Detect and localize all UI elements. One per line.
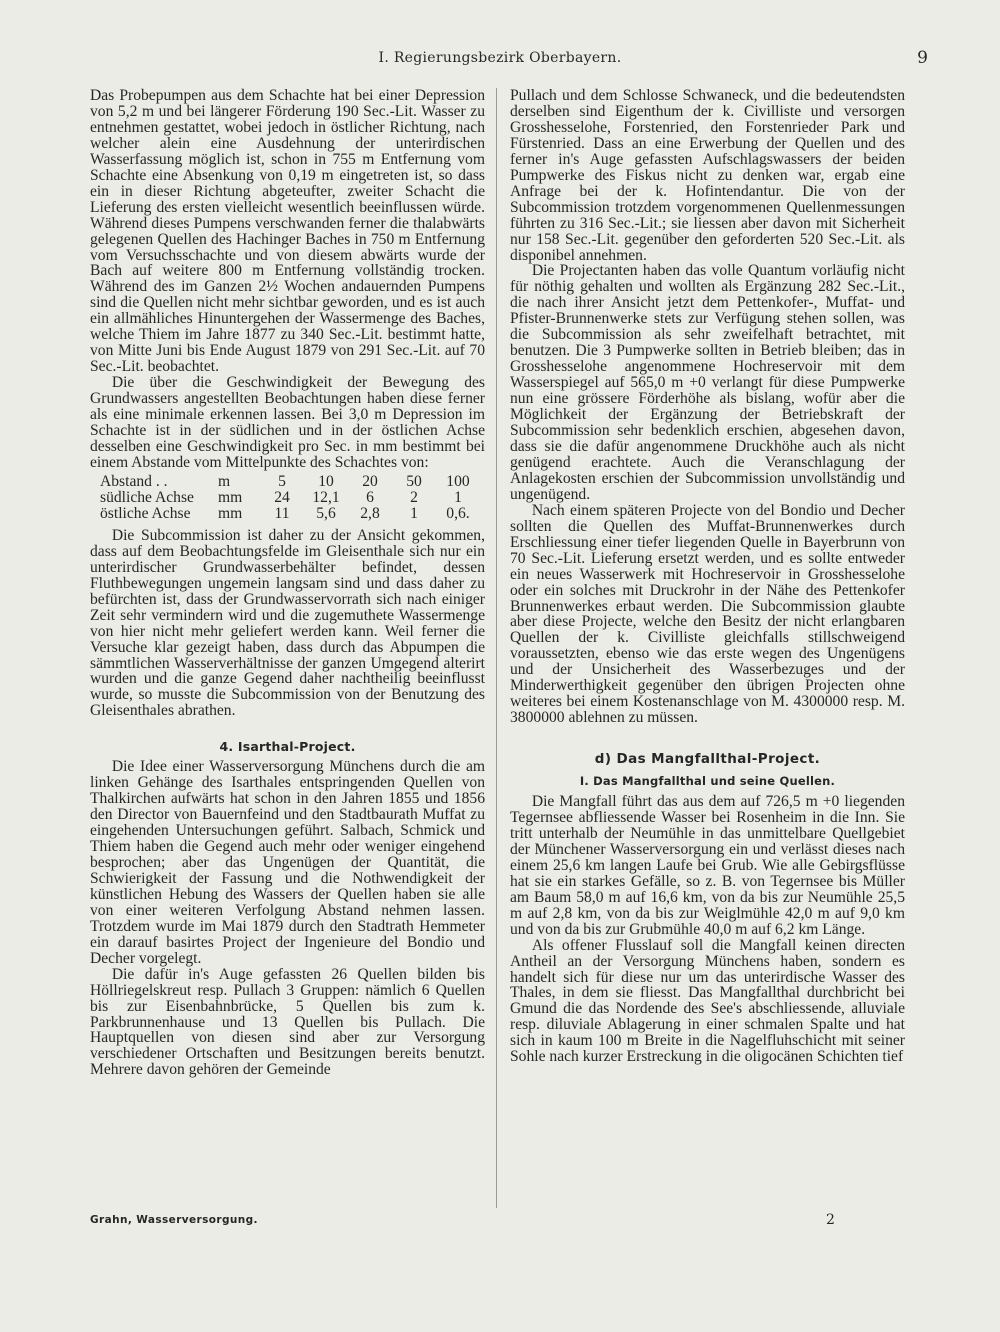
table-cell: 10: [318, 472, 334, 490]
paragraph: Nach einem späteren Projecte von del Bondio und Decher sollten die Quellen des Muffat-Brunnenwerkes durch Erschliessung einer tiefer liegenden Quelle in Bayerbrunn von 70 Sec.-Lit. Lieferung ersetzt werden, und es sollte entweder ein neues Wasserwerk mit Hochreservoir in Grosshesselohe oder ein solches mit Druckrohr in der Nähe des Pettenkofer Brunnenwerkes erbaut werden. Die Subcommission glaubte aber diese Projecte, welche den Besitz der nicht erlangbaren Quellen der k. Civilliste gleichfalls stillschweigend voraussetzten, ebenso wie das erste wegen des Ungenügens und der Unsicherheit des Wasserbezuges und der Minderwerthigkeit gegenüber den übrigen Projecten ohne weiteres bei einem Kostenanschlage von M. 4300000 resp. M. 3800000 ablehnen zu müssen.: [510, 501, 905, 727]
table-cell: 2: [410, 488, 418, 506]
footer-signature: Grahn, Wasserversorgung.: [90, 1214, 258, 1226]
table-cell: 100: [446, 472, 470, 490]
chapter-heading: d) Das Mangfallthal-Project.: [594, 751, 821, 768]
velocity-table: [100, 474, 480, 522]
table-cell: 20: [362, 472, 378, 490]
paragraph: Die dafür in's Auge gefassten 26 Quellen bilden bis Höllriegelskreut resp. Pullach 3 Gruppen: nämlich 6 Quellen bis zur Eisenbahnbrücke, 5 Quellen bis zum k. Parkbrunnenhause und 13 Quellen bis Pullach. Die Hauptquellen von diesen sind aber zur Versorgung verschiedener Ortschaften und Besitzungen bereits benutzt. Mehrere davon gehören der Gemeinde: [90, 965, 485, 1079]
section-heading: 4. Isarthal-Project.: [219, 739, 356, 755]
table-unit: m: [218, 472, 231, 490]
table-row: [100, 506, 480, 522]
paragraph: Die Subcommission ist daher zu der Ansicht gekommen, dass auf dem Beobachtungsfelde im Gleisenthale sich nur ein unterirdischer Grundwasserbehälter befindet, dessen Fluthbewegungen ungemein langsam sind und dass daher zu befürchten ist, dass der Grundwasservorrath sich nach einiger Zeit sehr vermindern wird und die zugemuthete Wassermenge von hier nicht mehr geliefert werden kann. Weil ferner die Versuche klar gezeigt haben, dass durch das Abpumpen die sämmtlichen Wasserverhältnisse der ganzen Umgegend alterirt wurden und die ganze Gegend daher nachtheilig beeinflusst wurde, so musste die Subcommission von der Benutzung des Gleisenthales abrathen.: [90, 526, 485, 720]
paragraph: Pullach und dem Schlosse Schwaneck, und die bedeutendsten derselben sind Eigenthum der k. Civilliste und versorgen Grosshesselohe, Forstenried, den Forstenrieder Park und Fürstenried. Dass an eine Erwerbung der Quellen und des ferner in's Auge gefassten Aufschlagswassers der beiden Pumpwerke des Fiskus nicht zu denken war, ergab eine Anfrage bei der k. Hofintendantur. Die von der Subcommission trotzdem vorgenommenen Quellenmessungen führten zu 316 Sec.-Lit.; sie liessen aber davon mit Sicherheit nur 158 Sec.-Lit. gegenüber den geforderten 520 Sec.-Lit. als disponibel annehmen.: [510, 87, 905, 264]
paragraph: Die über die Geschwindigkeit der Bewegung des Grundwassers angestellten Beobachtungen haben diese ferner als eine minimale erkennen lassen. Bei 3,0 m Depression im Schachte ist in der südlichen und in der östlichen Achse desselben eine Geschwindigkeit pro Sec. in mm bestimmt bei einem Abstande vom Mittelpunkte des Schachtes von:: [90, 374, 485, 471]
paragraph: Das Probepumpen aus dem Schachte hat bei einer Depression von 5,2 m und bei längerer Förderung 190 Sec.-Lit. Wasser zu entnehmen gestattet, wobei jedoch in östlicher Richtung, nach welcher alein eine Ausdehnung der unterirdischen Wasserfassung möglich ist, schon in 755 m Entfernung vom Schachte eine Absenkung von 0,19 m eingetreten ist, so dass ein in dieser Richtung abgeteufter, zweiter Schacht die Lieferung des ersten vielleicht wesentlich beeinflussen würde. Während dieses Pumpens verschwanden ferner die thalabwärts gelegenen Quellen des Hachinger Baches in 750 m Entfernung vom Versuchsschachte und von diesem abwärts wurde der Bach auf weitere 800 m Entfernung vollständig trocken. Während des im Ganzen 2½ Wochen andauernden Pumpens sind die Quellen nicht mehr sichtbar geworden, und es ist auch ein allmähliches Hinuntergehen der Wassermenge des Baches, welche Thiem im Jahre 1877 zu 340 Sec.-Lit. bestimmt hatte, von Mitte Juni bis Ende August 1879 von 291 Sec.-Lit. auf 70 Sec.-Lit. beobachtet.: [90, 87, 485, 376]
table-cell: 1: [454, 488, 462, 506]
table-row: [100, 474, 480, 490]
paragraph: Die Idee einer Wasserversorgung Münchens durch die am linken Gehänge des Isarthales entspringenden Quellen von Thalkirchen aufwärts hat schon in den Jahren 1855 und 1856 den Director von Bauernfeind und den Stadtbaurath Muffat zu eingehenden Untersuchungen geführt. Salbach, Schmick und Thiem haben die Gegend auch mehr oder weniger eingehend besprochen; aber das Ungenügen der Quantität, die Schwierigkeit der Fassung und die Nothwendigkeit der künstlichen Hebung des Wassers der Quellen haben sie alle von einer weiteren Verfolgung Abstand nehmen lassen. Trotzdem wurde im Mai 1879 durch den Stadtrath Hemmeter ein darauf basirtes Project der Ingenieure del Bondio und Decher vorgelegt.: [90, 758, 485, 967]
table-row-label: Abstand . .: [100, 472, 168, 490]
table-unit: mm: [218, 504, 243, 522]
table-cell: 11: [274, 504, 290, 522]
table-cell: 6: [366, 488, 374, 506]
table-cell: 0,6.: [446, 504, 470, 522]
section-heading: I. Das Mangfallthal und seine Quellen.: [579, 774, 836, 789]
running-header: [0, 48, 1000, 72]
table-cell: 12,1: [312, 488, 340, 506]
left-column: [90, 88, 485, 1078]
paragraph: Die Projectanten haben das volle Quantum vorläufig nicht für nöthig gehalten und wollten als Ergänzung 282 Sec.-Lit., die nach ihrer Ansicht jetzt dem Pettenkofer-, Muffat- und Pfister-Brunnenwerke stets zur Verfügung stehen sollen, was die Subcommission als sehr zweifelhaft betrachtet, mit benutzen. Die 3 Pumpwerke sollten in Betrieb bleiben; das in Grosshesselohe angenommene Hochreservoir mit dem Wasserspiegel auf 565,0 m +0 verlangt für diese Pumpwerke nun eine grössere Förderhöhe als bislang, wofür aber die Möglichkeit der Ergänzung der Betriebskraft der Subcommission sehr bedenklich erschien, abgesehen davon, dass sie die dafür angenommene Druckhöhe auch als nicht genügend erachtete. Auch die Veranschlagung der Anlagekosten erschien der Subcommission unvollständig und ungenügend.: [510, 262, 905, 503]
table-cell: 5: [278, 472, 286, 490]
table-row-label: südliche Achse: [100, 488, 194, 506]
table-cell: 5,6: [316, 504, 336, 522]
column-divider: [496, 88, 497, 1208]
page-number: 9: [917, 48, 928, 68]
right-column: [510, 88, 905, 1065]
sheet-number: 2: [826, 1212, 835, 1228]
paragraph: Als offener Flusslauf soll die Mangfall keinen directen Antheil an der Versorgung Münchens haben, sondern es handelt sich für diese nur um das unterirdische Wasser des Thales, in dem sie fliesst. Das Mangfallthal durchbricht bei Gmund die das Nordende des See's abschliessende, alluviale resp. diluviale Ablagerung in einer schmalen Spalte und hat sich in kaum 100 m Breite in die Nagelfluhschicht mit seiner Sohle nach kurzer Erstreckung in die oligocänen Schichten tief: [510, 936, 905, 1066]
table-row-label: östliche Achse: [100, 504, 191, 522]
paragraph: Die Mangfall führt das aus dem auf 726,5 m +0 liegenden Tegernsee abfliessende Wasser bei Rosenheim in die Inn. Sie tritt unterhalb der Neumühle in das unmittelbare Quellgebiet der Münchener Wasserversorgung ein und verlässt dieses nach einem 25,6 km langen Laufe bei Grub. Wie alle Gebirgsflüsse hat sie ein starkes Gefälle, so z. B. von Tegernsee bis Müller am Baum 58,0 m auf 16,6 km, von da bis zur Neumühle 25,5 m auf 2,8 km, von da bis zur Weiglmühle 42,0 m auf 9,0 km und von da bis zur Grubmühle 40,0 m auf 6,2 km Länge.: [510, 793, 905, 938]
table-cell: 24: [274, 488, 290, 506]
table-cell: 2,8: [360, 504, 380, 522]
table-row: [100, 490, 480, 506]
table-cell: 50: [406, 472, 422, 490]
running-title: I. Regierungsbezirk Oberbayern.: [378, 50, 622, 66]
table-unit: mm: [218, 488, 243, 506]
table-cell: 1: [410, 504, 418, 522]
